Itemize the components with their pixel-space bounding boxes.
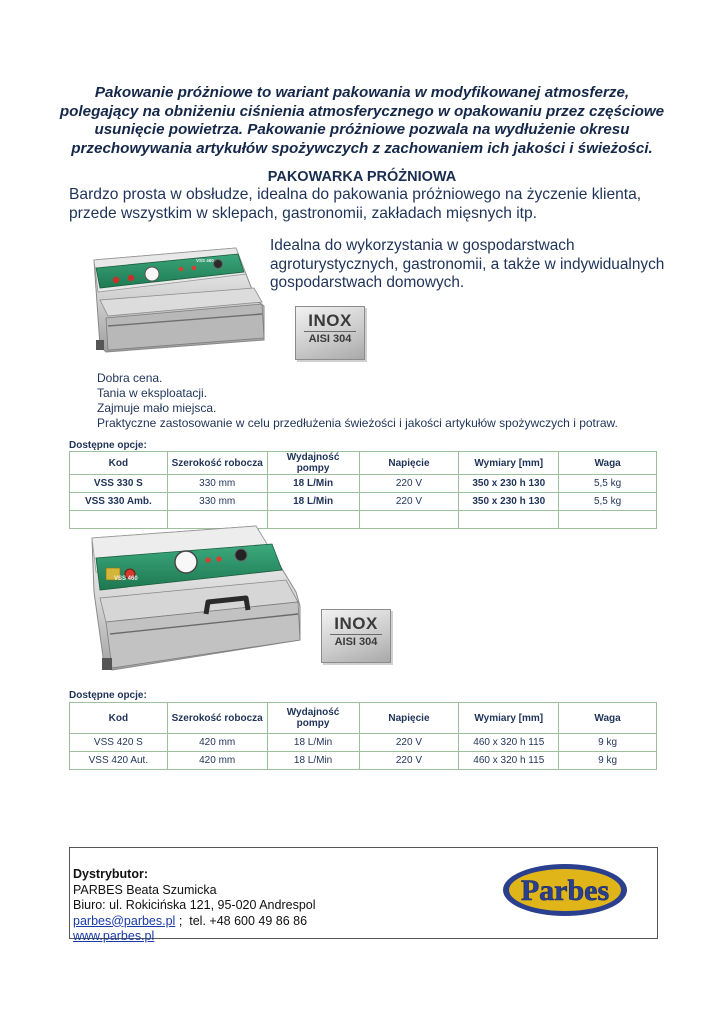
table-row — [70, 734, 657, 752]
feature-item: Praktyczne zastosowanie w celu przedłużenia świeżości i jakości artykułów spożywczych i potraw. — [97, 416, 618, 430]
column-header: Szerokość robocza — [167, 703, 267, 734]
machine-model-label-large: VSS 460 — [114, 576, 138, 582]
table-cell: VSS 420 S — [70, 734, 168, 752]
logo-text: Parbes — [520, 874, 610, 907]
inox-badge-divider — [330, 634, 382, 635]
table-cell: 220 V — [359, 493, 459, 511]
table-cell: 420 mm — [167, 734, 267, 752]
vacuum-sealer-image-large — [86, 522, 316, 672]
table-cell: 18 L/Min — [267, 752, 359, 770]
table-cell: 18 L/Min — [267, 475, 359, 493]
options-label-1: Dostępne opcje: — [69, 440, 147, 451]
column-header: Napięcie — [359, 703, 459, 734]
distributor-title: Dystrybutor: — [73, 867, 149, 881]
usage-paragraph: Idealna do wykorzystania w gospodarstwach agroturystycznych, gastronomii, a także w indywidualnych gospodarstwach domowych. — [270, 237, 665, 291]
inox-badge-divider — [304, 331, 356, 332]
spec-table-2 — [69, 702, 657, 770]
table-header-row — [70, 703, 657, 734]
inox-badge-line1: INOX — [334, 614, 378, 633]
column-header: Wydajność pompy — [267, 703, 359, 734]
email-link[interactable]: parbes@parbes.pl — [73, 913, 176, 928]
table-cell: 5,5 kg — [559, 493, 657, 511]
table-cell: 460 x 320 h 115 — [459, 752, 559, 770]
table-cell: VSS 330 S — [70, 475, 168, 493]
column-header: Wymiary [mm] — [459, 703, 559, 734]
spec-table-1 — [69, 451, 657, 529]
feature-item: Dobra cena. — [97, 371, 163, 385]
table-cell: 9 kg — [559, 752, 657, 770]
table-cell: 350 x 230 h 130 — [459, 493, 559, 511]
contact-separator: ; — [175, 913, 190, 928]
section-heading: PAKOWARKA PRÓŻNIOWA — [267, 169, 457, 185]
table-cell: 460 x 320 h 115 — [459, 734, 559, 752]
column-header: Kod — [70, 703, 168, 734]
column-header: Szerokość robocza — [167, 452, 267, 475]
inox-badge-line1: INOX — [308, 311, 352, 330]
column-header: Kod — [70, 452, 168, 475]
vacuum-sealer-image-small — [86, 240, 266, 360]
website-link[interactable]: www.parbes.pl — [73, 929, 155, 943]
distributor-company: PARBES Beata Szumicka — [73, 882, 217, 897]
table-header-row — [70, 452, 657, 475]
lead-paragraph: Bardzo prosta w obsłudze, idealna do pakowania próżniowego na życzenie klienta, przede wszystkim w sklepach, gastronomii, zakładach mięsnych itp. — [69, 186, 642, 222]
inox-badge-1 — [295, 306, 365, 360]
column-header: Wydajność pompy — [267, 452, 359, 475]
table-cell: 5,5 kg — [559, 475, 657, 493]
machine-model-label-small: VSS 460 — [196, 258, 214, 263]
inox-badge-2 — [321, 609, 391, 663]
table-cell: 420 mm — [167, 752, 267, 770]
distributor-address: Biuro: ul. Rokicińska 121, 95-020 Andrespol — [73, 898, 316, 912]
table-cell: VSS 330 Amb. — [70, 493, 168, 511]
phone-number: tel. +48 600 49 86 86 — [189, 913, 308, 928]
distributor-details — [73, 867, 316, 945]
parbes-logo — [500, 861, 630, 919]
inox-badge-line2: AISI 304 — [334, 636, 378, 648]
table-cell: VSS 420 Aut. — [70, 752, 168, 770]
table-cell: 18 L/Min — [267, 734, 359, 752]
features-list — [97, 371, 677, 431]
table-row — [70, 475, 657, 493]
table-cell: 18 L/Min — [267, 493, 359, 511]
column-header: Napięcie — [359, 452, 459, 475]
intro-paragraph: Pakowanie próżniowe to wariant pakowania w modyfikowanej atmosferze, polegający na obniżeniu ciśnienia atmosferycznego w opakowaniu przez częściowe usunięcie powietrza. Pakowanie próżniowe pozwala na wydłużenie okresu przechowywania artykułów spożywczych z zachowaniem ich jakości i świeżości. — [59, 84, 665, 157]
options-label-2: Dostępne opcje: — [69, 690, 147, 701]
column-header: Wymiary [mm] — [459, 452, 559, 475]
table-row — [70, 752, 657, 770]
distributor-box — [69, 847, 658, 943]
distributor-contact — [73, 914, 316, 930]
feature-item: Zajmuje mało miejsca. — [97, 401, 217, 415]
table-row — [70, 493, 657, 511]
table-cell: 9 kg — [559, 734, 657, 752]
inox-badge-line2: AISI 304 — [308, 333, 352, 345]
table-cell: 220 V — [359, 734, 459, 752]
column-header: Waga — [559, 703, 657, 734]
table-cell: 350 x 230 h 130 — [459, 475, 559, 493]
table-cell: 330 mm — [167, 493, 267, 511]
table-cell: 220 V — [359, 475, 459, 493]
table-cell: 330 mm — [167, 475, 267, 493]
table-cell: 220 V — [359, 752, 459, 770]
feature-item: Tania w eksploatacji. — [97, 386, 208, 400]
column-header: Waga — [559, 452, 657, 475]
